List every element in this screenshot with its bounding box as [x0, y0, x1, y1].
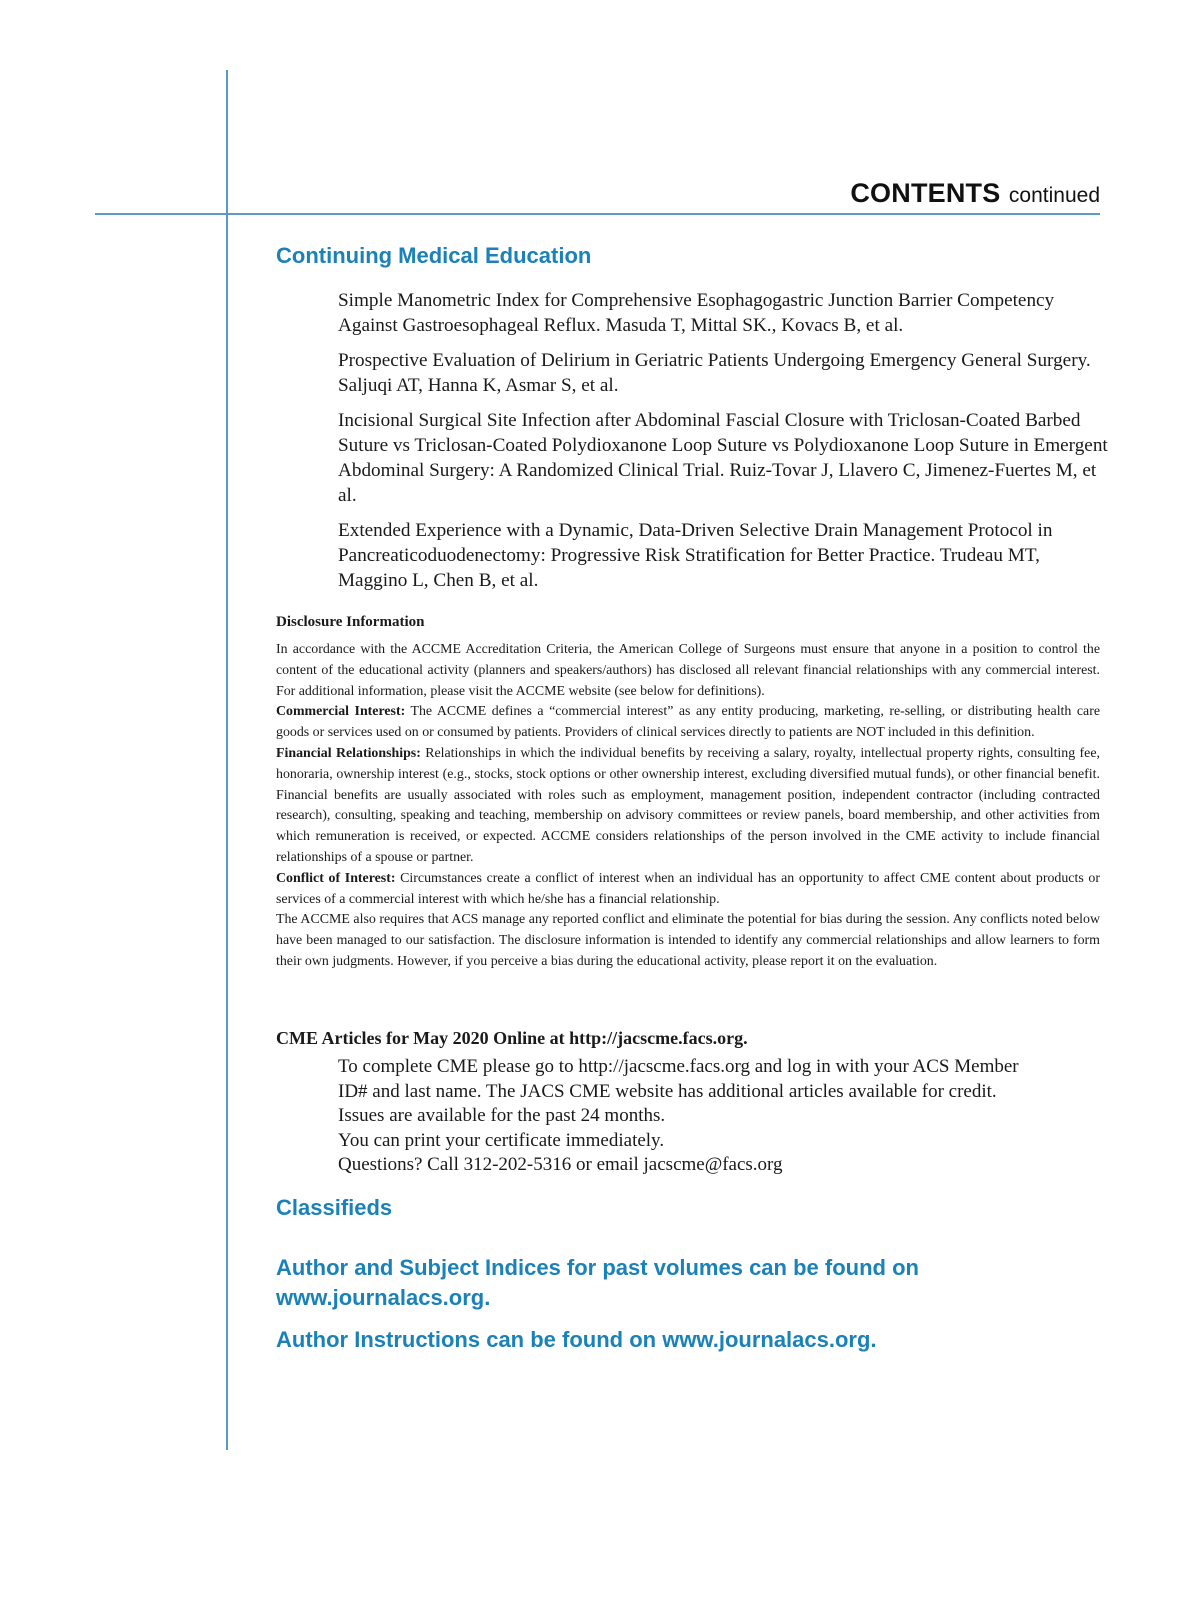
indices-line: www.journalacs.org.	[276, 1285, 491, 1310]
disclosure-body	[276, 640, 1100, 973]
commercial-interest-paragraph	[276, 702, 1100, 744]
conflict-of-interest-label: Conflict of Interest:	[276, 870, 396, 886]
page-header	[850, 178, 1100, 209]
commercial-interest-label: Commercial Interest:	[276, 704, 406, 720]
cme-article-list	[338, 288, 1108, 603]
header-suffix: continued	[1008, 184, 1100, 207]
cme-online-line: ID# and last name. The JACS CME website has additional articles available for credit.	[338, 1080, 997, 1102]
conflict-of-interest-paragraph	[276, 869, 1100, 911]
cme-article[interactable]: Incisional Surgical Site Infection after Abdominal Fascial Closure with Triclosan-Coated Barbed Suture vs Triclosan-Coated Polydioxanone Loop Suture vs Polydioxanone Loop Suture in Emergent Abdominal Surgery: A Randomized Clinical Trial. Ruiz-Tovar J, Llavero C, Jimenez-Fuertes M, et al.	[338, 410, 1108, 506]
cme-article[interactable]: Prospective Evaluation of Delirium in Geriatric Patients Undergoing Emergency General Surgery. Saljuqi AT, Hanna K, Asmar S, et al.	[338, 350, 1091, 396]
vertical-rule	[226, 70, 228, 1450]
disclosure-title: Disclosure Information	[276, 614, 425, 630]
indices-line: Author and Subject Indices for past volumes can be found on	[276, 1255, 919, 1280]
financial-relationships-text: Relationships in which the individual benefits by receiving a salary, royalty, intellectual property rights, consulting fee, honoraria, ownership interest (e.g., stocks, stock options or other ownership interest, excluding diversified mutual funds), or other financial benefit. Financial benefits are usually associated with roles such as employment, management position, independent contractor (including contracted research), consulting, speaking and teaching, membership on advisory committees or review panels, board membership, and other activities from which remuneration is received, or expected. ACCME considers relationships of the person involved in the CME activity to include financial relationships of a spouse or partner.	[276, 745, 1100, 865]
disclosure-closing: The ACCME also requires that ACS manage any reported conflict and eliminate the potential for bias during the session. Any conflicts noted below have been managed to our satisfaction. The disclosure information is intended to identify any commercial relationships and allow learners to form their own judgments. However, if you perceive a bias during the educational activity, please report it on the evaluation.	[276, 912, 1100, 969]
cme-online-line: Questions? Call 312-202-5316 or email jacscme@facs.org	[338, 1154, 783, 1175]
header-rule	[95, 213, 1100, 215]
cme-online-instructions	[338, 1055, 1108, 1178]
cme-online-line: You can print your certificate immediately.	[338, 1129, 665, 1151]
financial-relationships-label: Financial Relationships:	[276, 745, 421, 761]
conflict-of-interest-text: Circumstances create a conflict of interest when an individual has an opportunity to affect CME content about products or services of a commercial interest with which he/she has a financial relationship.	[276, 870, 1100, 907]
author-instructions-heading[interactable]: Author Instructions can be found on www.journalacs.org.	[276, 1327, 877, 1352]
commercial-interest-text: The ACCME defines a “commercial interest” as any entity producing, marketing, re-selling, or distributing health care goods or services used on or consumed by patients. Providers of clinical services directly to patients are NOT included in this definition.	[276, 704, 1101, 741]
cme-section-heading: Continuing Medical Education	[276, 243, 592, 268]
cme-online-line: Issues are available for the past 24 months.	[338, 1105, 666, 1126]
disclosure-intro: In accordance with the ACCME Accreditation Criteria, the American College of Surgeons must ensure that anyone in a position to control the content of the educational activity (planners and speakers/authors) has disclosed all relevant financial relationships with any commercial interest. For additional information, please visit the ACCME website (see below for definitions).	[276, 642, 1100, 699]
cme-online-line: To complete CME please go to http://jacscme.facs.org and log in with your ACS Member	[338, 1056, 1019, 1077]
cme-article[interactable]: Extended Experience with a Dynamic, Data-Driven Selective Drain Management Protocol in Pancreaticoduodenectomy: Progressive Risk Stratification for Better Practice. Trudeau MT, Maggino L, Chen B, et al.	[338, 520, 1053, 591]
cme-article[interactable]: Simple Manometric Index for Comprehensive Esophagogastric Junction Barrier Competency Against Gastroesophageal Reflux. Masuda T, Mittal SK., Kovacs B, et al.	[338, 290, 1055, 336]
header-title: CONTENTS	[850, 178, 1001, 208]
indices-heading[interactable]	[276, 1253, 919, 1313]
financial-relationships-paragraph	[276, 744, 1100, 869]
cme-online-title: CME Articles for May 2020 Online at http://jacscme.facs.org.	[276, 1028, 748, 1048]
classifieds-heading[interactable]: Classifieds	[276, 1195, 393, 1220]
